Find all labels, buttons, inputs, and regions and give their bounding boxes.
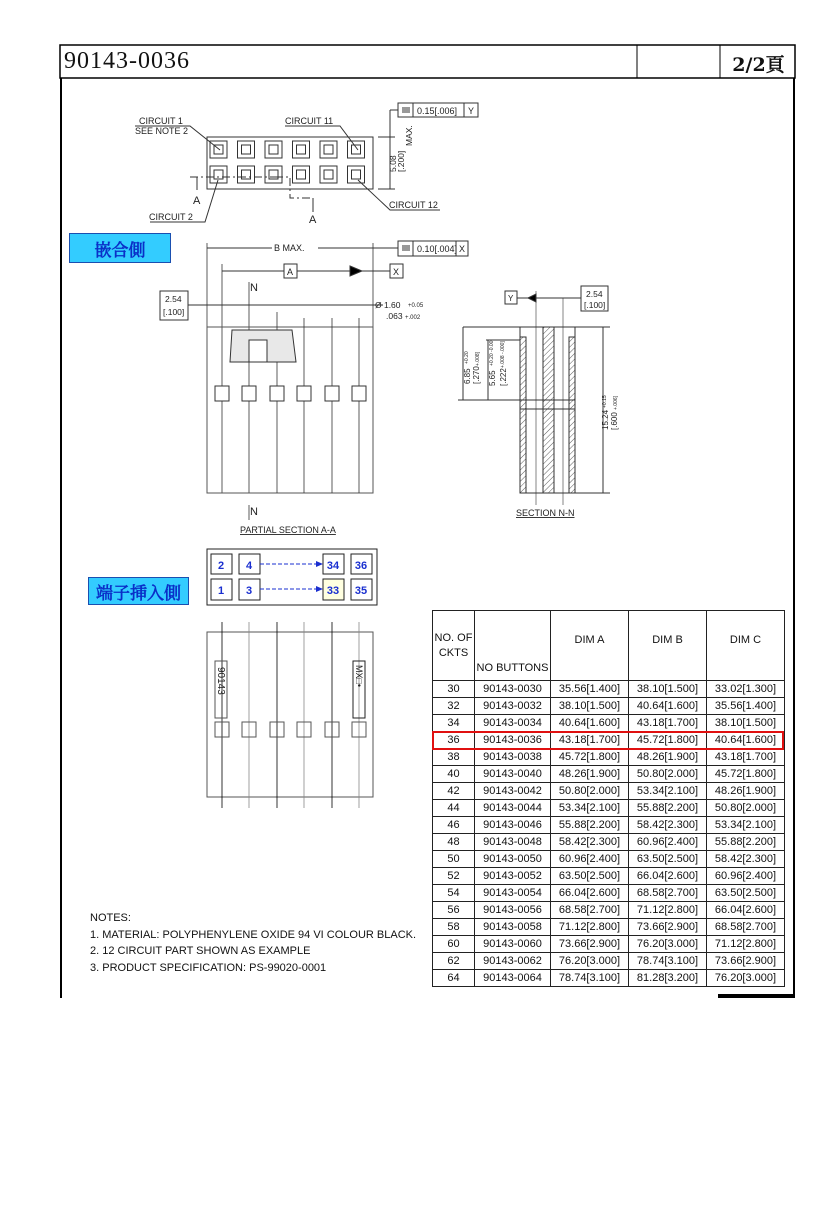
hole-tol-in: +.002 bbox=[405, 315, 421, 321]
section-marker-a: A bbox=[309, 214, 317, 226]
cell-dim-a: 68.58[2.700] bbox=[551, 902, 629, 919]
label-circuit-12: CIRCUIT 12 bbox=[389, 200, 438, 210]
cell-part-number: 90143-0032 bbox=[475, 698, 551, 715]
cell-ckts: 52 bbox=[433, 868, 475, 885]
table-row bbox=[433, 715, 785, 732]
cell-dim-b: 53.34[2.100] bbox=[629, 783, 707, 800]
section-marker-a: A bbox=[193, 195, 201, 207]
contact-window bbox=[242, 386, 256, 401]
table-row bbox=[433, 800, 785, 817]
cell-part-number: 90143-0042 bbox=[475, 783, 551, 800]
cell-part-number: 90143-0054 bbox=[475, 885, 551, 902]
label-circuit-2: CIRCUIT 2 bbox=[149, 212, 193, 222]
table-row bbox=[433, 902, 785, 919]
contact-window bbox=[352, 386, 366, 401]
cell-ckts: 36 bbox=[433, 732, 475, 749]
cell-dim-a: 40.64[1.600] bbox=[551, 715, 629, 732]
contact-cavity bbox=[293, 141, 310, 158]
cell-dim-b: 76.20[3.000] bbox=[629, 936, 707, 953]
datum-ref: X bbox=[459, 244, 466, 254]
cell-ckts: 64 bbox=[433, 970, 475, 987]
flatness-tolerance: 0.15[.006] bbox=[417, 106, 458, 116]
cell-dim-b: 71.12[2.800] bbox=[629, 902, 707, 919]
cell-part-number: 90143-0056 bbox=[475, 902, 551, 919]
pitch-dim-in: [.100] bbox=[584, 300, 606, 310]
cell-ckts: 42 bbox=[433, 783, 475, 800]
cell-part-number: 90143-0030 bbox=[475, 681, 551, 698]
dim-15-24: 15.24 bbox=[601, 409, 610, 430]
pin-number: 4 bbox=[245, 560, 253, 572]
cell-dim-b: 66.04[2.600] bbox=[629, 868, 707, 885]
cell-ckts: 56 bbox=[433, 902, 475, 919]
cell-dim-c: 68.58[2.700] bbox=[707, 919, 785, 936]
cell-dim-b: 63.50[2.500] bbox=[629, 851, 707, 868]
cell-dim-c: 55.88[2.200] bbox=[707, 834, 785, 851]
cell-ckts: 38 bbox=[433, 749, 475, 766]
dim-15-24-in-tol: +.006] bbox=[613, 395, 619, 410]
pin-number: 36 bbox=[354, 560, 368, 572]
cell-part-number: 90143-0046 bbox=[475, 817, 551, 834]
cell-dim-c: 76.20[3.000] bbox=[707, 970, 785, 987]
hole-diameter-in: .063 bbox=[386, 311, 403, 321]
cell-part-number: 90143-0044 bbox=[475, 800, 551, 817]
cell-ckts: 40 bbox=[433, 766, 475, 783]
contact-cavity-inner bbox=[214, 170, 223, 179]
cell-ckts: 58 bbox=[433, 919, 475, 936]
cell-dim-a: 55.88[2.200] bbox=[551, 817, 629, 834]
cell-dim-a: 71.12[2.800] bbox=[551, 919, 629, 936]
cell-dim-c: 73.66[2.900] bbox=[707, 953, 785, 970]
table-row bbox=[433, 885, 785, 902]
pin-map bbox=[207, 549, 377, 605]
cell-dim-a: 76.20[3.000] bbox=[551, 953, 629, 970]
cell-dim-b: 43.18[1.700] bbox=[629, 715, 707, 732]
note-item: 2. 12 CIRCUIT PART SHOWN AS EXAMPLE bbox=[90, 945, 311, 957]
contact-cavity-inner bbox=[297, 170, 306, 179]
contact-cavity-inner bbox=[324, 145, 333, 154]
table-row bbox=[433, 817, 785, 834]
cell-dim-b: 78.74[3.100] bbox=[629, 953, 707, 970]
table-row bbox=[433, 970, 785, 987]
hole-diameter: Ø 1.60 bbox=[375, 300, 401, 310]
section-n-marker: N bbox=[250, 282, 258, 294]
dim-6-85-tol: +0.20 bbox=[464, 351, 470, 364]
dim-15-24-tol: +0.15 bbox=[602, 395, 608, 408]
table-row bbox=[433, 953, 785, 970]
header-dim-c: DIM C bbox=[707, 611, 785, 681]
cell-dim-c: 45.72[1.800] bbox=[707, 766, 785, 783]
cell-dim-b: 45.72[1.800] bbox=[629, 732, 707, 749]
page-number: 2/2頁 bbox=[732, 54, 785, 76]
table-row bbox=[433, 749, 785, 766]
cell-dim-a: 35.56[1.400] bbox=[551, 681, 629, 698]
table-row bbox=[433, 834, 785, 851]
cell-part-number: 90143-0060 bbox=[475, 936, 551, 953]
contact-window bbox=[325, 386, 339, 401]
cell-dim-c: 40.64[1.600] bbox=[707, 732, 785, 749]
cell-dim-c: 60.96[2.400] bbox=[707, 868, 785, 885]
height-dim-in: [.200] bbox=[396, 150, 406, 172]
front-view bbox=[160, 241, 468, 520]
cell-ckts: 34 bbox=[433, 715, 475, 732]
b-max-dim: B MAX. bbox=[274, 243, 305, 253]
pin-number: 33 bbox=[326, 585, 340, 597]
contact-cavity-inner bbox=[269, 170, 278, 179]
dim-15-24-in: [.600 bbox=[610, 412, 619, 430]
cell-dim-c: 43.18[1.700] bbox=[707, 749, 785, 766]
dim-5-65-in-tol: +.008 -.000] bbox=[500, 341, 506, 368]
label-circuit-11: CIRCUIT 11 bbox=[285, 116, 334, 126]
partial-section-caption: PARTIAL SECTION A-A bbox=[240, 525, 336, 535]
cell-dim-b: 81.28[3.200] bbox=[629, 970, 707, 987]
marking-molex: MX□• bbox=[354, 665, 364, 688]
cell-dim-a: 53.34[2.100] bbox=[551, 800, 629, 817]
cell-dim-b: 40.64[1.600] bbox=[629, 698, 707, 715]
cell-part-number: 90143-0034 bbox=[475, 715, 551, 732]
contact-window bbox=[270, 386, 284, 401]
contact-cavity-inner bbox=[297, 145, 306, 154]
cell-ckts: 62 bbox=[433, 953, 475, 970]
pin-number: 3 bbox=[245, 585, 253, 597]
cell-dim-a: 50.80[2.000] bbox=[551, 783, 629, 800]
cell-dim-b: 50.80[2.000] bbox=[629, 766, 707, 783]
mating-side-label: 嵌合側 bbox=[69, 233, 171, 263]
cell-dim-c: 66.04[2.600] bbox=[707, 902, 785, 919]
cell-part-number: 90143-0062 bbox=[475, 953, 551, 970]
section-n-n bbox=[458, 286, 610, 505]
cell-dim-c: 58.42[2.300] bbox=[707, 851, 785, 868]
contact-cavity bbox=[320, 141, 337, 158]
header-ckts: NO. OF CKTS bbox=[433, 611, 475, 681]
table-row bbox=[433, 783, 785, 800]
contact-cavity-inner bbox=[324, 170, 333, 179]
contact-cavity bbox=[265, 166, 282, 183]
notes-title: NOTES: bbox=[90, 912, 131, 924]
cell-dim-c: 50.80[2.000] bbox=[707, 800, 785, 817]
contact-cavity-inner bbox=[242, 170, 251, 179]
cell-dim-b: 58.42[2.300] bbox=[629, 817, 707, 834]
cell-ckts: 60 bbox=[433, 936, 475, 953]
cell-ckts: 46 bbox=[433, 817, 475, 834]
contact-cavity-inner bbox=[269, 145, 278, 154]
pin-number: 34 bbox=[326, 560, 340, 572]
contact-cavity bbox=[265, 141, 282, 158]
dimension-table bbox=[432, 610, 785, 987]
cell-ckts: 30 bbox=[433, 681, 475, 698]
contact-cavity bbox=[210, 166, 227, 183]
datum-y: Y bbox=[508, 294, 514, 303]
label-circuit-1: CIRCUIT 1 bbox=[139, 116, 183, 126]
note-item: 1. MATERIAL: POLYPHENYLENE OXIDE 94 VI COLOUR BLACK. bbox=[90, 928, 417, 941]
cell-part-number: 90143-0050 bbox=[475, 851, 551, 868]
dim-5-65: 5.65 bbox=[488, 370, 497, 386]
dim-5-65-in: [.222 bbox=[499, 368, 508, 386]
cell-dim-c: 63.50[2.500] bbox=[707, 885, 785, 902]
datum-x: X bbox=[393, 267, 400, 277]
hole-tol: +0.05 bbox=[408, 303, 424, 309]
cell-part-number: 90143-0048 bbox=[475, 834, 551, 851]
cell-dim-c: 38.10[1.500] bbox=[707, 715, 785, 732]
notes bbox=[90, 910, 416, 976]
table-row bbox=[433, 851, 785, 868]
pin-number: 1 bbox=[217, 585, 225, 597]
cell-part-number: 90143-0064 bbox=[475, 970, 551, 987]
contact-cavity bbox=[238, 166, 255, 183]
label-see-note: SEE NOTE 2 bbox=[135, 126, 189, 136]
table-row bbox=[433, 681, 785, 698]
cell-dim-a: 48.26[1.900] bbox=[551, 766, 629, 783]
cell-ckts: 54 bbox=[433, 885, 475, 902]
pin-number: 2 bbox=[217, 560, 225, 572]
table-row bbox=[433, 698, 785, 715]
flatness-tolerance: 0.10[.004] bbox=[417, 244, 458, 254]
pin-number: 35 bbox=[354, 585, 368, 597]
cell-dim-a: 43.18[1.700] bbox=[551, 732, 629, 749]
cell-part-number: 90143-0052 bbox=[475, 868, 551, 885]
header-dim-b: DIM B bbox=[629, 611, 707, 681]
header-dim-a: DIM A bbox=[551, 611, 629, 681]
contact-cavity bbox=[238, 141, 255, 158]
pitch-dim: 2.54 bbox=[586, 289, 603, 299]
pitch-dim: 2.54 bbox=[165, 294, 182, 304]
cell-part-number: 90143-0036 bbox=[475, 732, 551, 749]
dim-6-85-in: [.270 bbox=[472, 366, 481, 384]
contact-cavity-inner bbox=[352, 145, 361, 154]
cell-dim-b: 55.88[2.200] bbox=[629, 800, 707, 817]
cell-dim-b: 48.26[1.900] bbox=[629, 749, 707, 766]
note-item: 3. PRODUCT SPECIFICATION: PS-99020-0001 bbox=[90, 961, 327, 974]
cell-dim-b: 68.58[2.700] bbox=[629, 885, 707, 902]
table-row bbox=[433, 936, 785, 953]
cell-dim-c: 35.56[1.400] bbox=[707, 698, 785, 715]
contact-window bbox=[215, 386, 229, 401]
table-row bbox=[433, 868, 785, 885]
section-n-marker: N bbox=[250, 506, 258, 518]
cell-dim-b: 60.96[2.400] bbox=[629, 834, 707, 851]
section-n-n-caption: SECTION N-N bbox=[516, 508, 575, 518]
cell-dim-c: 71.12[2.800] bbox=[707, 936, 785, 953]
dim-6-85: 6.85 bbox=[463, 368, 472, 384]
cell-dim-a: 58.42[2.300] bbox=[551, 834, 629, 851]
cell-part-number: 90143-0058 bbox=[475, 919, 551, 936]
cell-ckts: 48 bbox=[433, 834, 475, 851]
dim-5-65-tol: +0.20 -0.00 bbox=[489, 340, 495, 366]
cell-dim-a: 73.66[2.900] bbox=[551, 936, 629, 953]
cell-dim-c: 48.26[1.900] bbox=[707, 783, 785, 800]
contact-cavity bbox=[320, 166, 337, 183]
contact-cavity bbox=[293, 166, 310, 183]
cell-ckts: 32 bbox=[433, 698, 475, 715]
datum-ref: Y bbox=[468, 106, 475, 116]
contact-cavity bbox=[348, 141, 365, 158]
cell-ckts: 50 bbox=[433, 851, 475, 868]
cell-dim-a: 45.72[1.800] bbox=[551, 749, 629, 766]
cell-dim-a: 60.96[2.400] bbox=[551, 851, 629, 868]
table-row bbox=[433, 766, 785, 783]
height-max: MAX. bbox=[404, 125, 414, 146]
cell-part-number: 90143-0038 bbox=[475, 749, 551, 766]
cell-part-number: 90143-0040 bbox=[475, 766, 551, 783]
document-title: 90143-0036 bbox=[64, 48, 190, 74]
insert-side-label: 端子挿入側 bbox=[88, 577, 189, 605]
cell-dim-a: 38.10[1.500] bbox=[551, 698, 629, 715]
header-part-number: NO BUTTONS bbox=[475, 611, 551, 681]
cell-dim-a: 63.50[2.500] bbox=[551, 868, 629, 885]
highlighted-row-marker bbox=[432, 731, 784, 750]
contact-window bbox=[297, 386, 311, 401]
cell-dim-a: 78.74[3.100] bbox=[551, 970, 629, 987]
dim-6-85-in-tol: +.008] bbox=[475, 351, 481, 366]
cell-ckts: 44 bbox=[433, 800, 475, 817]
marking-part-number: 90143 bbox=[215, 667, 226, 695]
cell-dim-b: 38.10[1.500] bbox=[629, 681, 707, 698]
cell-dim-c: 53.34[2.100] bbox=[707, 817, 785, 834]
cell-dim-c: 33.02[1.300] bbox=[707, 681, 785, 698]
contact-cavity bbox=[348, 166, 365, 183]
height-dim: 5.08 bbox=[388, 155, 398, 172]
bottom-view bbox=[207, 622, 373, 808]
cell-dim-b: 73.66[2.900] bbox=[629, 919, 707, 936]
cell-dim-a: 66.04[2.600] bbox=[551, 885, 629, 902]
table-row bbox=[433, 919, 785, 936]
contact-cavity-inner bbox=[242, 145, 251, 154]
contact-cavity-inner bbox=[352, 170, 361, 179]
pitch-dim-in: [.100] bbox=[163, 307, 185, 317]
dim-a-label: A bbox=[287, 267, 294, 277]
